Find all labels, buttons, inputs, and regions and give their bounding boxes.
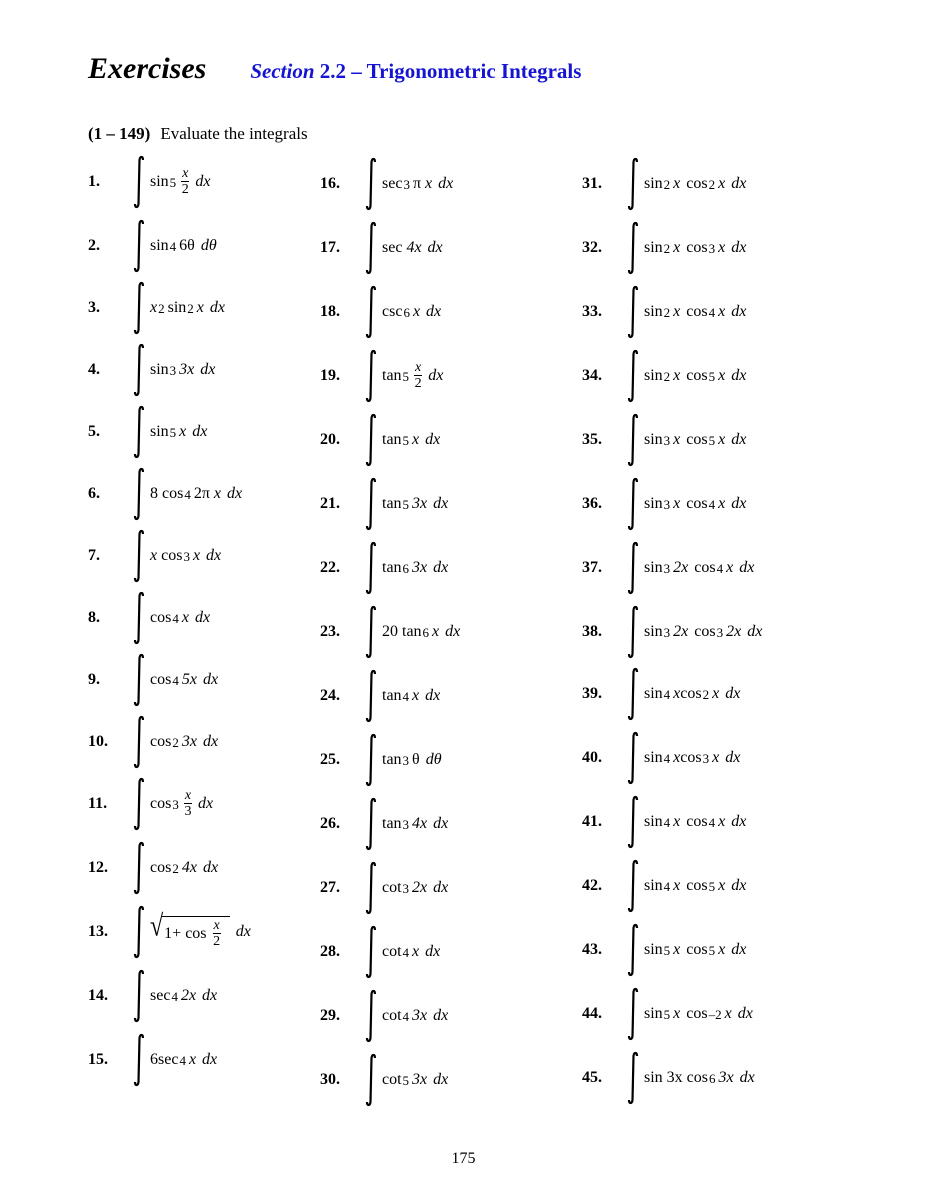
exercise-27 [320, 858, 448, 918]
integral-sign [132, 1032, 146, 1088]
integral-sign [132, 528, 146, 584]
integrand: cos 4 x dx [150, 609, 211, 626]
integrand: sin 5 x cos 5 x dx [644, 941, 747, 958]
integrand: x 2 sin 2 x dx [150, 299, 225, 316]
instructions [88, 124, 308, 144]
exercise-25 [320, 730, 442, 790]
integrand: sin 3 3x dx [150, 361, 216, 378]
exercise-10 [88, 712, 218, 772]
integral-sign [364, 604, 378, 660]
integral-sign [626, 540, 640, 596]
exercise-19 [320, 346, 443, 406]
exercise-number: 12. [88, 859, 108, 876]
integral-sign [132, 714, 146, 770]
exercise-number: 33. [582, 303, 602, 320]
integral-sign [626, 604, 640, 660]
integrand: sin 5 $\frac{x}{2}$ dx [150, 166, 211, 197]
exercise-number: 22. [320, 559, 340, 576]
exercise-38 [582, 602, 762, 662]
integrand: sin 4 6θ dθ [150, 237, 217, 254]
integrand: sin 2 x cos 2 x dx [644, 175, 747, 192]
integral-sign [626, 986, 640, 1042]
exercise-29 [320, 986, 448, 1046]
integrand: 6 sec 4 x dx [150, 1051, 218, 1068]
exercise-35 [582, 410, 746, 470]
exercise-number: 9. [88, 671, 100, 688]
integral-sign [364, 284, 378, 340]
exercise-number: 1. [88, 173, 100, 190]
integrand: 8 cos 4 2π x dx [150, 485, 243, 502]
exercise-20 [320, 410, 440, 470]
integral-sign [132, 840, 146, 896]
exercise-number: 41. [582, 813, 602, 830]
integral-sign [626, 220, 640, 276]
integrand: sin 2 x cos 5 x dx [644, 367, 747, 384]
integral-sign [132, 404, 146, 460]
exercise-37 [582, 538, 754, 598]
integral-sign [626, 348, 640, 404]
exercise-40 [582, 728, 740, 788]
exercise-number: 23. [320, 623, 340, 640]
exercise-number: 37. [582, 559, 602, 576]
exercise-44 [582, 984, 753, 1044]
integrand: cot 4 3x dx [382, 1007, 449, 1024]
integral-sign [364, 732, 378, 788]
exercise-number: 21. [320, 495, 340, 512]
integrand: tan 5 $\frac{x}{2}$ dx [382, 360, 444, 391]
integrand: cot 4 x dx [382, 943, 441, 960]
exercise-41 [582, 792, 746, 852]
integrand: sin 2 x cos 4 x dx [644, 303, 747, 320]
exercise-number: 20. [320, 431, 340, 448]
integral-sign [364, 540, 378, 596]
integrand: 20 tan 6 x dx [382, 623, 461, 640]
integrand: sin 2 x cos 3 x dx [644, 239, 747, 256]
integral-sign [626, 156, 640, 212]
integral-sign [132, 590, 146, 646]
integral-sign [132, 466, 146, 522]
integrand: tan 5 x dx [382, 431, 441, 448]
integral-sign [626, 412, 640, 468]
exercise-number: 29. [320, 1007, 340, 1024]
integrand: cos 3 $\frac{x}{3}$ dx [150, 788, 214, 819]
exercise-number: 40. [582, 749, 602, 766]
integral-sign [132, 154, 146, 210]
integral-sign [132, 968, 146, 1024]
integrand: sin 4 x cos 4 x dx [644, 813, 747, 830]
exercise-21 [320, 474, 448, 534]
exercise-13 [88, 902, 251, 962]
exercise-15 [88, 1030, 217, 1090]
exercise-number: 2. [88, 237, 100, 254]
integral-sign [364, 220, 378, 276]
integral-sign [364, 1052, 378, 1108]
integral-sign [364, 924, 378, 980]
exercise-4 [88, 340, 215, 400]
integrand: sec 4 2x dx [150, 987, 218, 1004]
integrand: sin 5 x dx [150, 423, 208, 440]
exercise-number: 18. [320, 303, 340, 320]
exercise-17 [320, 218, 443, 278]
exercise-3 [88, 278, 225, 338]
exercise-number: 14. [88, 987, 108, 1004]
integral-sign [132, 776, 146, 832]
exercise-number: 4. [88, 361, 100, 378]
integrand: sin 3x cos 6 3x dx [644, 1069, 755, 1086]
instruction-text: Evaluate the integrals [160, 124, 308, 143]
integrand: sin 4 x cos 3 x dx [644, 749, 741, 766]
integrand: sec 3 π x dx [382, 175, 454, 192]
section-title [250, 59, 581, 83]
integral-sign [132, 652, 146, 708]
integral-sign [364, 156, 378, 212]
integral-sign [626, 284, 640, 340]
integrand: csc 6 x dx [382, 303, 442, 320]
exercise-number: 11. [88, 795, 108, 812]
exercise-number: 36. [582, 495, 602, 512]
page-header [88, 52, 581, 92]
exercise-18 [320, 282, 441, 342]
integral-sign [364, 860, 378, 916]
integrand: cos 2 4x dx [150, 859, 219, 876]
integrand: tan 6 3x dx [382, 559, 449, 576]
exercise-number: 7. [88, 547, 100, 564]
integral-sign [364, 476, 378, 532]
exercise-26 [320, 794, 448, 854]
exercise-39 [582, 664, 740, 724]
exercise-2 [88, 216, 217, 276]
exercise-8 [88, 588, 210, 648]
exercise-number: 45. [582, 1069, 602, 1086]
exercise-number: 27. [320, 879, 340, 896]
integrand: sin 3 2x cos 4 x dx [644, 559, 755, 576]
integrand: sin 3 2x cos 3 2x dx [644, 623, 763, 640]
exercise-number: 39. [582, 685, 602, 702]
integral-sign [132, 904, 146, 960]
exercise-number: 26. [320, 815, 340, 832]
integrand: sin 3 x cos 4 x dx [644, 495, 747, 512]
exercise-43 [582, 920, 746, 980]
exercise-33 [582, 282, 746, 342]
exercise-28 [320, 922, 440, 982]
exercise-5 [88, 402, 207, 462]
integral-sign [132, 218, 146, 274]
exercise-number: 17. [320, 239, 340, 256]
exercise-23 [320, 602, 460, 662]
integral-sign [626, 666, 640, 722]
exercise-number: 13. [88, 923, 108, 940]
integral-sign [132, 342, 146, 398]
exercise-number: 28. [320, 943, 340, 960]
page-number: 175 [451, 1150, 476, 1167]
exercise-1 [88, 152, 211, 212]
exercises-title: Exercises [88, 52, 207, 85]
exercise-number: 44. [582, 1005, 602, 1022]
exercise-45 [582, 1048, 755, 1108]
integrand: sin 5 x cos –2 x dx [644, 1005, 753, 1022]
exercise-11 [88, 774, 213, 834]
exercise-32 [582, 218, 746, 278]
integrand: cos 2 3x dx [150, 733, 219, 750]
integrand: tan 4 x dx [382, 687, 441, 704]
exercise-42 [582, 856, 746, 916]
integrand: sin 3 x cos 5 x dx [644, 431, 747, 448]
exercise-number: 25. [320, 751, 340, 768]
integral-sign [364, 412, 378, 468]
integral-sign [364, 988, 378, 1044]
exercise-24 [320, 666, 440, 726]
exercise-range: (1 – 149) [88, 124, 151, 143]
square-root: √ 1+ cos $\frac{x}{2}$ [150, 916, 230, 949]
integrand: cos 4 5x dx [150, 671, 219, 688]
exercise-7 [88, 526, 221, 586]
integrand: √ 1+ cos $\frac{x}{2}$ dx [150, 910, 251, 949]
integral-sign [364, 796, 378, 852]
exercise-number: 24. [320, 687, 340, 704]
integrand: sin 4 x cos 5 x dx [644, 877, 747, 894]
integral-sign [132, 280, 146, 336]
integrand: x cos 3 x dx [150, 547, 222, 564]
integrand: tan 5 3x dx [382, 495, 449, 512]
exercise-number: 10. [88, 733, 108, 750]
section-name: 2.2 – Trigonometric Integrals [319, 59, 582, 83]
exercise-number: 35. [582, 431, 602, 448]
exercise-number: 42. [582, 877, 602, 894]
exercise-14 [88, 966, 217, 1026]
integral-sign [626, 730, 640, 786]
integral-sign [626, 476, 640, 532]
integrand: sec 4x dx [382, 239, 443, 256]
exercise-number: 8. [88, 609, 100, 626]
exercise-number: 15. [88, 1051, 108, 1068]
exercise-number: 43. [582, 941, 602, 958]
exercise-30 [320, 1050, 448, 1110]
integrand: cot 3 2x dx [382, 879, 449, 896]
exercise-number: 19. [320, 367, 340, 384]
exercise-number: 32. [582, 239, 602, 256]
integrand: tan 3 4x dx [382, 815, 449, 832]
exercise-9 [88, 650, 218, 710]
integral-sign [364, 348, 378, 404]
exercise-number: 34. [582, 367, 602, 384]
exercise-number: 38. [582, 623, 602, 640]
integral-sign [626, 858, 640, 914]
exercise-16 [320, 154, 453, 214]
exercise-6 [88, 464, 242, 524]
exercise-number: 30. [320, 1071, 340, 1088]
integral-sign [364, 668, 378, 724]
exercise-number: 6. [88, 485, 100, 502]
section-word: Section [250, 59, 315, 83]
integral-sign [626, 922, 640, 978]
integrand: cot 5 3x dx [382, 1071, 449, 1088]
exercise-31 [582, 154, 746, 214]
exercise-number: 5. [88, 423, 100, 440]
exercise-36 [582, 474, 746, 534]
integrand: tan 3 θ dθ [382, 751, 442, 768]
integral-sign [626, 1050, 640, 1106]
exercise-number: 16. [320, 175, 340, 192]
integral-sign [626, 794, 640, 850]
integrand: sin 4 x cos 2 x dx [644, 685, 741, 702]
exercise-number: 3. [88, 299, 100, 316]
exercise-12 [88, 838, 218, 898]
exercise-number: 31. [582, 175, 602, 192]
exercise-22 [320, 538, 448, 598]
exercise-34 [582, 346, 746, 406]
